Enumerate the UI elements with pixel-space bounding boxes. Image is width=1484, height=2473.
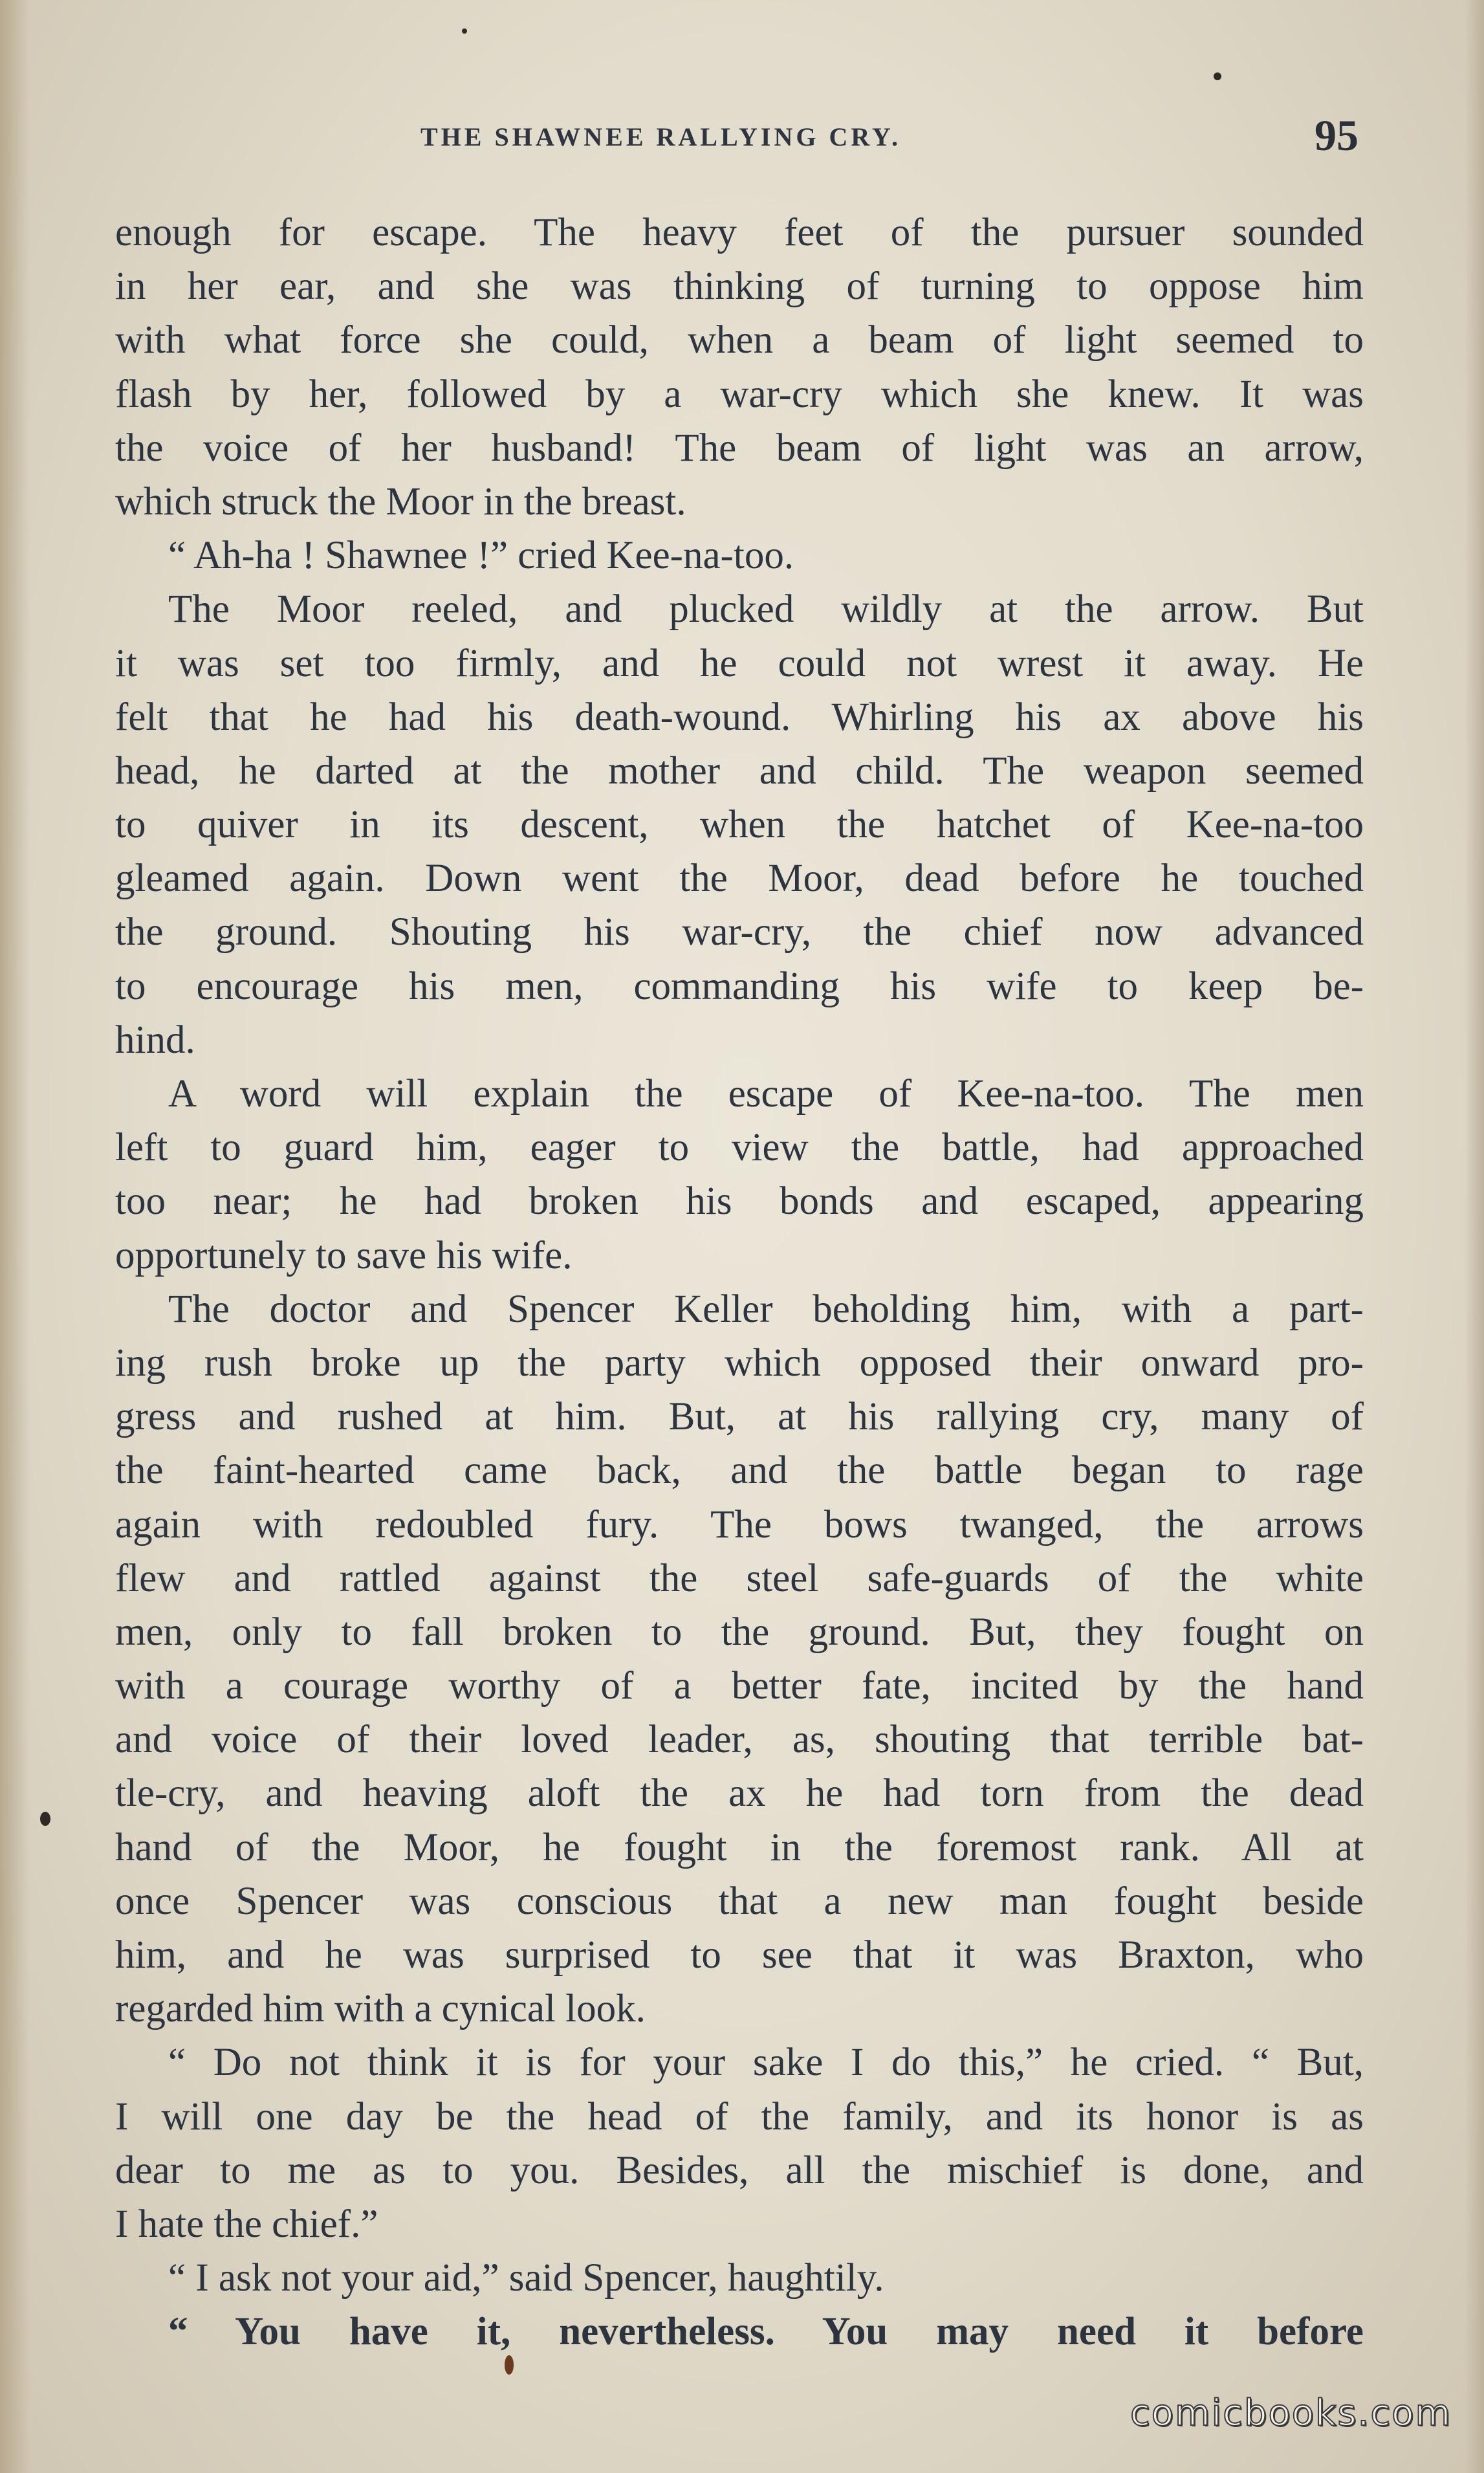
text-line: gleamed again. Down went the Moor, dead before he touched bbox=[115, 857, 1364, 901]
text-line: to quiver in its descent, when the hatchet of Kee-na-too bbox=[115, 803, 1364, 847]
text-line: “ Ah-ha ! Shawnee !” cried Kee-na-too. bbox=[168, 534, 794, 578]
text-line: him, and he was surprised to see that it was Braxton, who bbox=[115, 1933, 1364, 1977]
ink-speck bbox=[40, 1812, 50, 1826]
text-line: with a courage worthy of a better fate, incited by the hand bbox=[115, 1664, 1364, 1708]
text-line: in her ear, and she was thinking of turning to oppose him bbox=[115, 265, 1364, 309]
text-line: left to guard him, eager to view the battle, had approached bbox=[115, 1126, 1364, 1170]
text-line: ing rush broke up the party which opposed their onward pro- bbox=[115, 1341, 1364, 1385]
text-line: once Spencer was conscious that a new man fought beside bbox=[115, 1879, 1364, 1923]
text-line: hind. bbox=[115, 1018, 195, 1062]
text-line: the faint-hearted came back, and the battle began to rage bbox=[115, 1449, 1364, 1493]
running-head: THE SHAWNEE RALLYING CRY. bbox=[420, 122, 902, 151]
ink-speck bbox=[462, 28, 467, 34]
text-line: tle-cry, and heaving aloft the ax he had torn from the dead bbox=[115, 1772, 1364, 1816]
text-line: flash by her, followed by a war-cry which she knew. It was bbox=[115, 372, 1364, 416]
text-line: felt that he had his death-wound. Whirling his ax above his bbox=[115, 695, 1364, 739]
text-line: head, he darted at the mother and child. The weapon seemed bbox=[115, 749, 1364, 793]
text-line: men, only to fall broken to the ground. But, they fought on bbox=[115, 1610, 1364, 1654]
text-line: opportunely to save his wife. bbox=[115, 1233, 573, 1277]
text-line: The Moor reeled, and plucked wildly at the arrow. But bbox=[168, 588, 1364, 632]
text-line: “ You have it, nevertheless. You may need it before bbox=[168, 2310, 1364, 2354]
text-line: The doctor and Spencer Keller beholding him, with a part- bbox=[168, 1287, 1364, 1331]
text-line: “ Do not think it is for your sake I do this,” he cried. “ But, bbox=[168, 2041, 1364, 2085]
text-line: the ground. Shouting his war-cry, the chief now advanced bbox=[115, 910, 1364, 954]
text-line: again with redoubled fury. The bows twanged, the arrows bbox=[115, 1502, 1364, 1546]
text-line: I hate the chief.” bbox=[115, 2202, 378, 2246]
text-line: dear to me as to you. Besides, all the mischief is done, and bbox=[115, 2148, 1364, 2192]
ink-speck bbox=[1214, 72, 1221, 80]
page-header bbox=[110, 110, 1359, 162]
text-line: regarded him with a cynical look. bbox=[115, 1987, 646, 2031]
text-line: with what force she could, when a beam of light seemed to bbox=[115, 318, 1364, 362]
text-line: A word will explain the escape of Kee-na-too. The men bbox=[168, 1072, 1364, 1116]
watermark: comicbooks.com bbox=[1129, 2392, 1452, 2434]
text-line: hand of the Moor, he fought in the foremost rank. All at bbox=[115, 1825, 1364, 1869]
text-line: too near; he had broken his bonds and escaped, appearing bbox=[115, 1180, 1364, 1224]
body-text bbox=[115, 206, 1364, 2359]
text-line: flew and rattled against the steel safe-guards of the white bbox=[115, 1556, 1364, 1600]
text-line: to encourage his men, commanding his wife to keep be- bbox=[115, 964, 1364, 1008]
text-line: I will one day be the head of the family, and its honor is as bbox=[115, 2094, 1364, 2138]
text-line: it was set too firmly, and he could not wrest it away. He bbox=[115, 641, 1364, 685]
ink-speck bbox=[505, 2355, 514, 2375]
page-number: 95 bbox=[1315, 111, 1359, 160]
text-line: the voice of her husband! The beam of light was an arrow, bbox=[115, 426, 1364, 470]
text-line: which struck the Moor in the breast. bbox=[115, 479, 686, 523]
text-line: “ I ask not your aid,” said Spencer, haughtily. bbox=[168, 2256, 884, 2300]
text-line: and voice of their loved leader, as, shouting that terrible bat- bbox=[115, 1718, 1364, 1762]
text-line: gress and rushed at him. But, at his rallying cry, many of bbox=[115, 1395, 1364, 1439]
text-line: enough for escape. The heavy feet of the pursuer sounded bbox=[115, 211, 1364, 254]
